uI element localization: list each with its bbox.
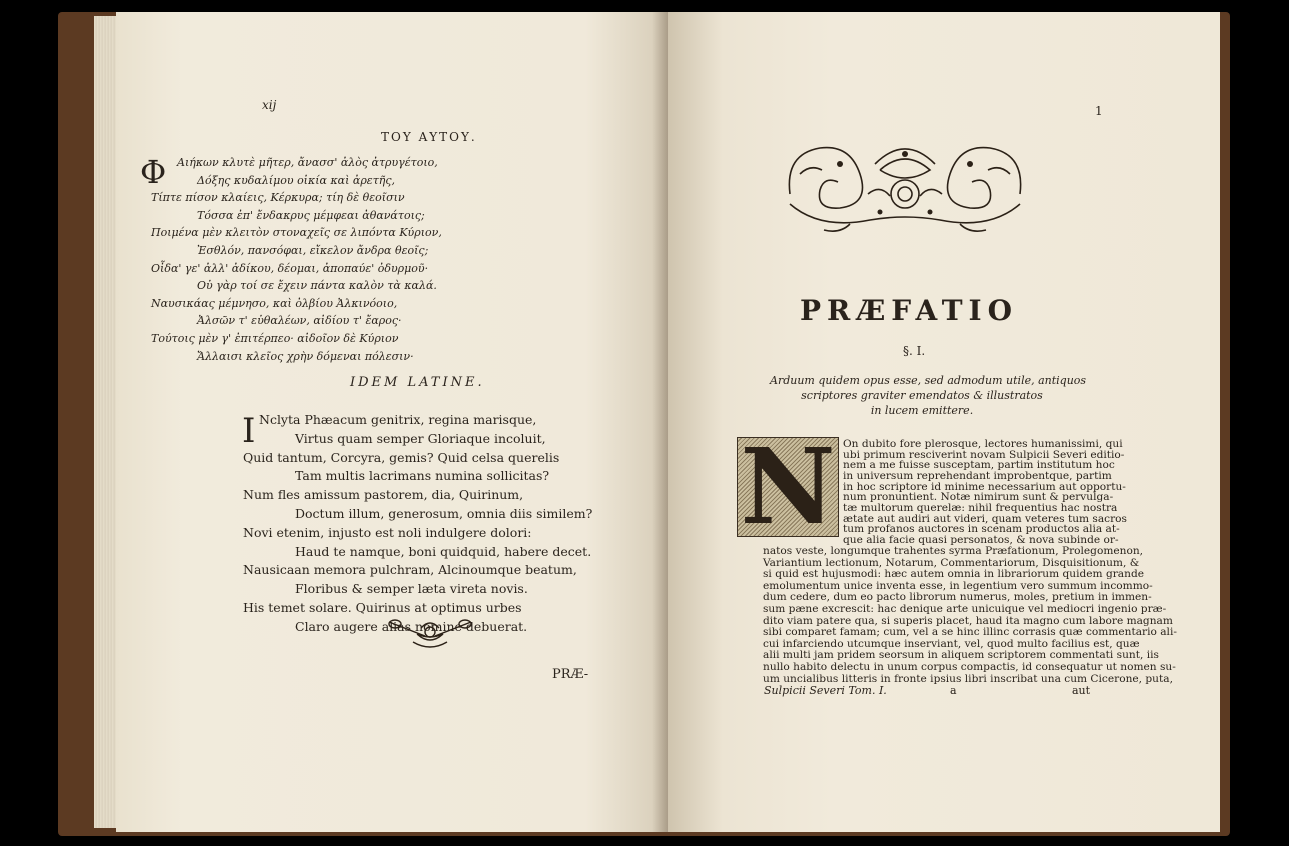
text-line: tum profanos auctores in scenam productos alia at- xyxy=(843,523,1120,536)
text-line: Τόσσα ἐπ' ἔνδακρυς μέμφεαι ἀθανάτοις; xyxy=(197,208,425,222)
summary-line: Arduum quidem opus esse, sed admodum utile, antiquos xyxy=(770,374,1087,387)
text-line: tæ multorum querelæ: nihil frequentius hac nostra xyxy=(843,501,1118,514)
text-line: emolumentum unice inventa esse, in legentium vero summum incommo- xyxy=(763,579,1153,592)
section-number: §. I. xyxy=(903,344,926,358)
text-line: que alia facie quasi personatos, & nova subinde or- xyxy=(843,533,1119,546)
drop-initial-letter: N xyxy=(740,437,836,537)
text-line: Τίπτε πίσον κλαίεις, Κέρκυρα; τίη δὲ θεοῖσιν xyxy=(151,191,405,205)
text-line: On dubito fore plerosque, lectores humanissimi, qui xyxy=(843,438,1123,450)
text-line: Num fles amissum pastorem, dia, Quirinum, xyxy=(243,487,524,503)
text-line: Novi etenim, injusto est noli indulgere dolori: xyxy=(243,524,532,540)
text-line: Οὐ γὰρ τοί σε ἔχειν πάντα καλὸν τὰ καλά. xyxy=(197,279,437,293)
footer-signature-mark: a xyxy=(950,684,957,697)
left-page-number: xij xyxy=(262,98,277,112)
text-line: um uncialibus litteris in fronte ipsius libri inscribat una cum Cicerone, puta, xyxy=(763,672,1173,685)
text-line: Claro augere alias nomine debuerat. xyxy=(295,618,528,634)
text-line: Τούτοις μὲν γ' ἐπιτέρπεο· αἰδοῖον δὲ Κύριον xyxy=(151,332,399,345)
summary-line: scriptores graviter emendatos & illustratos xyxy=(801,389,1043,402)
text-line: Nausicaan memora pulchram, Alcinoumque beatum, xyxy=(243,562,577,578)
text-line: dum cedere, dum eo pacto librorum numerus, moles, pretium in immen- xyxy=(763,591,1152,604)
section-summary xyxy=(770,373,1087,418)
tailpiece-ornament-icon xyxy=(385,612,475,652)
text-line: Doctum illum, generosum, omnia diis similem? xyxy=(295,506,593,521)
text-line: nem a me fuisse susceptam, partim institutum hoc xyxy=(843,459,1115,472)
greek-heading: ΤΟΥ ΑΥΤΟΥ. xyxy=(381,130,477,144)
page-title: PRÆFATIO xyxy=(800,294,1019,327)
headpiece-ornament-icon xyxy=(780,134,1030,238)
text-line: Δόξης κυδαλίμου οἰκία καὶ ἀρετῆς, xyxy=(197,173,396,187)
text-line: Tam multis lacrimans numina sollicitas? xyxy=(295,468,550,484)
text-line: Virtus quam semper Gloriaque incoluit, xyxy=(295,430,546,446)
text-line: Ἐσθλόν, πανσόφαι, εἴκελον ἄνδρα θεοῖς; xyxy=(197,244,429,257)
latin-drop-initial: I xyxy=(242,411,256,451)
text-line: si quid est hujusmodi: hæc autem omnia in librariorum quidem grande xyxy=(763,568,1144,581)
text-line: Ποιμένα μὲν κλειτὸν στοναχεῖς σε λιπόντα Κύριον, xyxy=(151,226,442,240)
text-line: alii multi jam pridem seorsum in aliquem scriptorem commentati sunt, iis xyxy=(763,649,1159,662)
text-line: cui infarciendo utcumque inserviant, vel, quod multo facilius est, quæ xyxy=(763,637,1140,650)
greek-drop-initial: Φ xyxy=(140,153,167,191)
text-line: His temet solare. Quirinus at optimus urbes xyxy=(243,600,522,615)
text-line: Οἶδα' γε' ἀλλ' ἀδίκου, δέομαι, ἀποπαύε' ὀδυρμοῦ· xyxy=(151,261,429,275)
text-line: ubi primum resciverint novam Sulpicii Severi editio- xyxy=(843,448,1125,461)
text-line: Ἄλλαισι κλεῖος χρὴν δόμεναι πόλεσιν· xyxy=(197,349,414,363)
left-catchword: PRÆ- xyxy=(552,667,589,682)
text-line: sibi comparet famam; cum, vel a se hinc illinc corrasis quæ commentario ali- xyxy=(763,626,1177,639)
decorated-drop-initial xyxy=(737,437,839,537)
text-line: Variantium lectionum, Notarum, Commentariorum, Disquisitionum, & xyxy=(763,556,1140,569)
latin-heading: IDEM LATINE. xyxy=(350,375,485,390)
text-line: Αιήκων κλυτὲ μῆτερ, ἄνασσ' ἀλὸς ἀτρυγέτοιο, xyxy=(177,156,438,169)
text-line: nullo habito delectu in unum corpus compactis, id consequatur ut nomen su- xyxy=(763,661,1176,673)
text-line: sum pæne excrescit: hac denique arte unicuique vel mediocri ingenio præ- xyxy=(763,603,1167,615)
summary-line: in lucem emittere. xyxy=(870,404,974,417)
text-line: Nclyta Phæacum genitrix, regina marisque, xyxy=(259,412,537,427)
text-line: Ναυσικάας μέμνησο, καὶ ὀλβίου Ἀλκινόοιο, xyxy=(151,296,398,310)
text-line: in universum reprehendant improbentque, partim xyxy=(843,469,1112,482)
right-page-number: 1 xyxy=(1095,104,1103,118)
text-line: Quid tantum, Corcyra, gemis? Quid celsa querelis xyxy=(243,449,560,465)
text-line: num pronuntient. Notæ nimirum sunt & pervulga- xyxy=(843,491,1114,504)
text-line: natos veste, longumque trahentes syrma Præfationum, Prolegomenon, xyxy=(763,545,1144,557)
text-line: Haud te namque, boni quidquid, habere decet. xyxy=(295,543,592,559)
footer-signature-title: Sulpicii Severi Tom. I. xyxy=(764,684,887,697)
text-line: Floribus & semper læta vireta novis. xyxy=(295,581,528,597)
text-line: ætate aut audiri aut videri, quam veteres tum sacros xyxy=(843,512,1127,525)
text-line: Ἀλσῶν τ' εὐθαλέων, αἰδίου τ' ἔαρος· xyxy=(197,314,402,328)
footer-catchword: aut xyxy=(1072,684,1091,697)
text-line: dito viam patere qua, si superis placet, haud ita magno cum labore magnam xyxy=(763,614,1173,627)
text-line: in hoc scriptore id minime necessarium aut opportu- xyxy=(843,480,1126,493)
